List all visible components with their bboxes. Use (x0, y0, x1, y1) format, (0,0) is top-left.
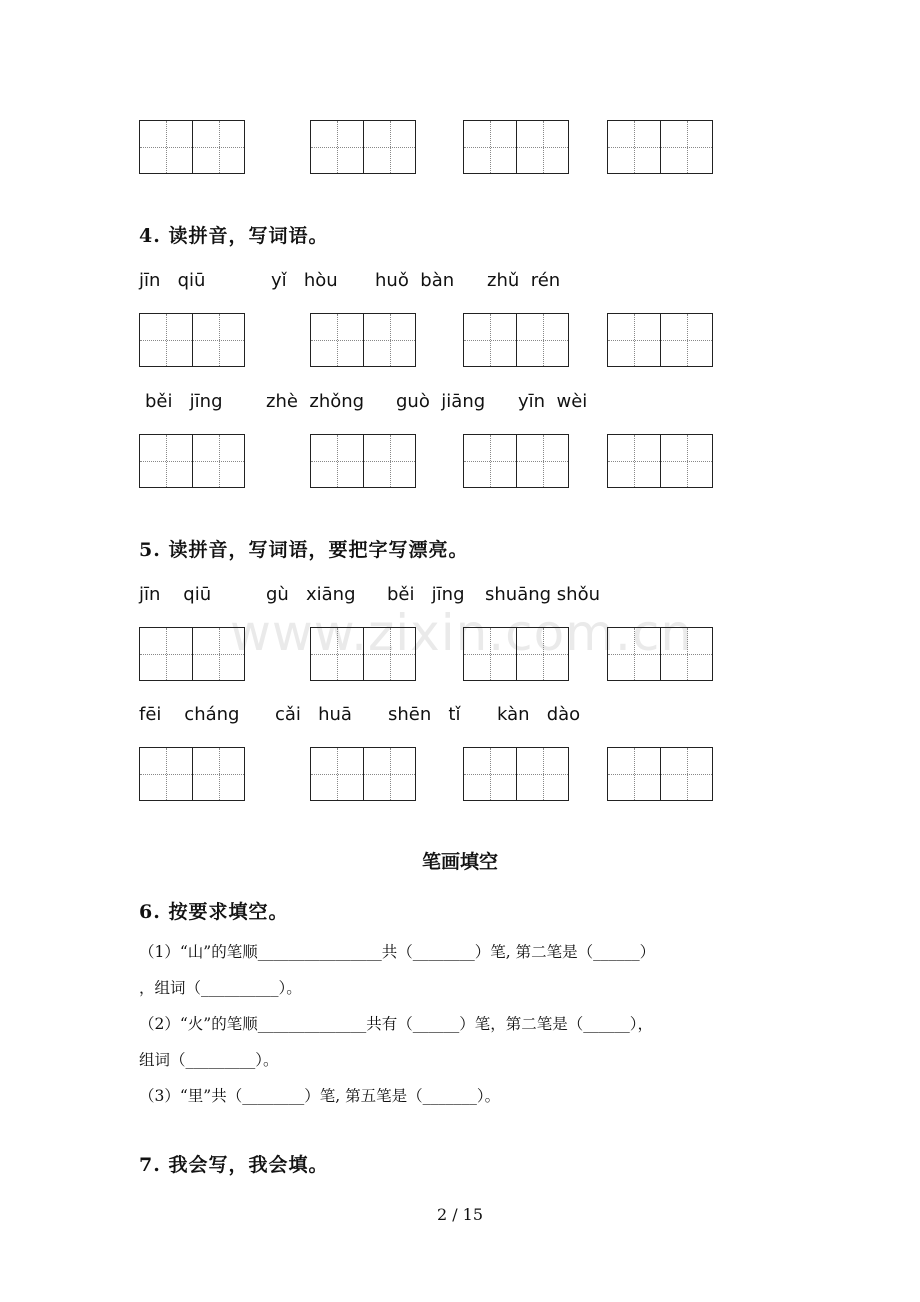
page-number: 2 / 15 (436, 1205, 484, 1224)
writing-grid[interactable] (310, 434, 416, 488)
pinyin-label: yīn wèi (518, 391, 588, 412)
pinyin-label: jīn qiū (139, 270, 206, 291)
fill-blank-line[interactable]: （3）“里”共（________）笔, 第五笔是（_______）。 (139, 1087, 501, 1105)
fill-blank-line[interactable]: ，组词（__________）。 (139, 979, 302, 997)
writing-grid[interactable] (607, 120, 713, 174)
writing-grid[interactable] (139, 434, 245, 488)
pinyin-label: běi jīng (145, 391, 223, 412)
writing-grid[interactable] (463, 434, 569, 488)
grid-row-q5-2 (0, 747, 920, 803)
pinyin-label: cǎi huā (275, 704, 352, 725)
writing-grid[interactable] (139, 627, 245, 681)
pinyin-label: huǒ bàn (375, 270, 455, 291)
writing-grid[interactable] (607, 747, 713, 801)
grid-row-q4-2 (0, 434, 920, 490)
writing-grid[interactable] (310, 627, 416, 681)
writing-grid[interactable] (139, 120, 245, 174)
writing-grid[interactable] (310, 747, 416, 801)
question-5-title: 5. 读拼音，写词语，要把字写漂亮。 (139, 539, 469, 561)
pinyin-label: jīn qiū (139, 584, 212, 605)
pinyin-label: shuāng shǒu (485, 584, 600, 605)
writing-grid[interactable] (607, 434, 713, 488)
pinyin-label: fēi cháng (139, 704, 240, 725)
writing-grid[interactable] (139, 747, 245, 801)
pinyin-label: kàn dào (497, 704, 581, 725)
section-title: 笔画填空 (421, 851, 498, 873)
writing-grid[interactable] (607, 313, 713, 367)
grid-row-q4-1 (0, 313, 920, 369)
writing-grid[interactable] (310, 313, 416, 367)
writing-grid[interactable] (139, 313, 245, 367)
watermark: www.zixin.com.cn (230, 604, 694, 662)
fill-blank-line[interactable]: 组词（_________）。 (139, 1051, 279, 1069)
pinyin-label: yǐ hòu (271, 270, 338, 291)
question-7-title: 7. 我会写，我会填。 (139, 1154, 329, 1176)
pinyin-label: guò jiāng (396, 391, 486, 412)
pinyin-label: shēn tǐ (388, 704, 461, 725)
fill-blank-line[interactable]: （2）“火”的笔顺______________共有（______）笔，第二笔是（______）， (139, 1015, 653, 1033)
writing-grid[interactable] (607, 627, 713, 681)
fill-blank-line[interactable]: （1）“山”的笔顺________________共（________）笔, 第二笔是（______） (139, 943, 656, 961)
writing-grid[interactable] (463, 313, 569, 367)
question-6-title: 6. 按要求填空。 (139, 901, 289, 923)
pinyin-label: gù xiāng (266, 584, 356, 605)
pinyin-label: zhè zhǒng (266, 391, 365, 412)
pinyin-label: běi jīng (387, 584, 465, 605)
pinyin-label: zhǔ rén (487, 270, 561, 291)
writing-grid[interactable] (310, 120, 416, 174)
grid-row-top (0, 120, 920, 176)
writing-grid[interactable] (463, 627, 569, 681)
question-4-title: 4. 读拼音，写词语。 (139, 225, 329, 247)
grid-row-q5-1 (0, 627, 920, 683)
writing-grid[interactable] (463, 120, 569, 174)
writing-grid[interactable] (463, 747, 569, 801)
